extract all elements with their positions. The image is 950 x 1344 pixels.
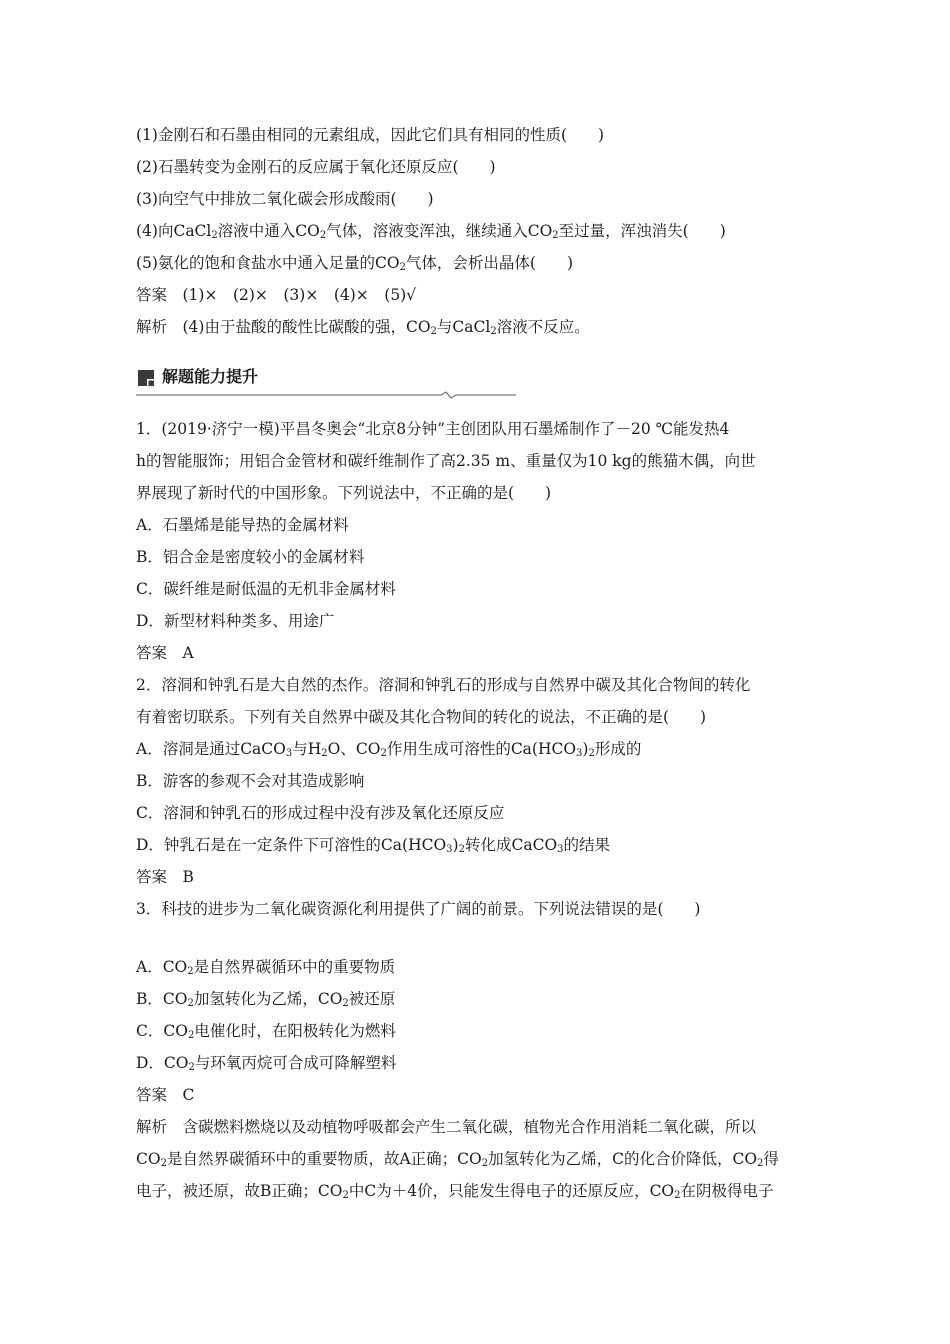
p3-analysis-line-1: 解析 含碳燃料燃烧以及动植物呼吸都会产生二氧化碳，植物光合作用消耗二氧化碳，所以 <box>136 1118 757 1136</box>
p1-option-c: C．碳纤维是耐低温的无机非金属材料 <box>136 580 396 598</box>
section-divider <box>136 391 516 399</box>
p2-answer: 答案 B <box>136 868 194 886</box>
judge-q2: (2)石墨转变为金刚石的反应属于氧化还原反应( ) <box>136 158 496 176</box>
judge-analysis: 解析 (4)由于盐酸的酸性比碳酸的强，$CO_2$与CaCl$_2$溶液不反应。 <box>136 318 590 337</box>
p3-option-c: C．$CO_2$电催化时，在阳极转化为燃料 <box>136 1022 396 1041</box>
p2-option-c: C．溶洞和钟乳石的形成过程中没有涉及氧化还原反应 <box>136 804 505 822</box>
p1-option-d: D．新型材料种类多、用途广 <box>136 612 335 630</box>
p3-analysis-line-2: $CO_2$是自然界碳循环中的重要物质，故A正确；$CO_2$加氢转化为乙烯，C的化合价降低，$CO_2$得 <box>136 1150 779 1169</box>
p2-option-b: B．游客的参观不会对其造成影响 <box>136 772 365 790</box>
p1-option-a: A．石墨烯是能导热的金属材料 <box>136 516 349 534</box>
p1-stem-line-1: 1．(2019·济宁一模)平昌冬奥会“北京8分钟”主创团队用石墨烯制作了－20 ℃能发热4 <box>136 420 730 438</box>
p2-option-a: A．溶洞是通过CaCO$_3$与$H_2O$、$CO_2$作用生成可溶性的$Ca(HCO_3)_2$形成的 <box>136 740 642 759</box>
p2-stem-line-1: 2．溶洞和钟乳石是大自然的杰作。溶洞和钟乳石的形成与自然界中碳及其化合物间的转化 <box>136 676 751 694</box>
judge-q5: (5)氨化的饱和食盐水中通入足量的$CO_2$气体，会析出晶体( ) <box>136 254 574 273</box>
p3-analysis-line-3: 电子，被还原，故B正确；$CO_2$中C为＋4价，只能发生得电子的还原反应，$CO_2$在阴极得电子 <box>136 1182 774 1201</box>
p1-stem-line-3: 界展现了新时代的中国形象。下列说法中，不正确的是( ) <box>136 484 552 502</box>
section-square-icon <box>138 370 154 386</box>
judge-q1: (1)金刚石和石墨由相同的元素组成，因此它们具有相同的性质( ) <box>136 126 605 144</box>
p1-option-b: B．铝合金是密度较小的金属材料 <box>136 548 365 566</box>
judge-q4: (4)向CaCl$_2$溶液中通入$CO_2$气体，溶液变浑浊，继续通入$CO_2$至过量，浑浊消失( ) <box>136 222 726 241</box>
p1-stem-line-2: h的智能服饰；用铝合金管材和碳纤维制作了高2.35 m、重量仅为10 kg的熊猫木偶，向世 <box>136 452 756 470</box>
p3-option-a: A．$CO_2$是自然界碳循环中的重要物质 <box>136 958 396 977</box>
p3-option-b: B．$CO_2$加氢转化为乙烯，$CO_2$被还原 <box>136 990 396 1009</box>
p2-stem-line-2: 有着密切联系。下列有关自然界中碳及其化合物间的转化的说法，不正确的是( ) <box>136 708 707 726</box>
p3-answer: 答案 C <box>136 1086 195 1104</box>
section-heading <box>136 366 526 392</box>
judge-q3: (3)向空气中排放二氧化碳会形成酸雨( ) <box>136 190 434 208</box>
p3-stem: 3．科技的进步为二氧化碳资源化利用提供了广阔的前景。下列说法错误的是( ) <box>136 900 701 918</box>
p3-option-d: D．$CO_2$与环氧丙烷可合成可降解塑料 <box>136 1054 397 1073</box>
section-title: 解题能力提升 <box>162 367 259 386</box>
p2-option-d: D．钟乳石是在一定条件下可溶性的$Ca(HCO_3)_2$转化成CaCO$_3$的结果 <box>136 836 611 855</box>
judge-answer: 答案 (1)× (2)× (3)× (4)× (5)√ <box>136 286 417 304</box>
p1-answer: 答案 A <box>136 644 194 662</box>
